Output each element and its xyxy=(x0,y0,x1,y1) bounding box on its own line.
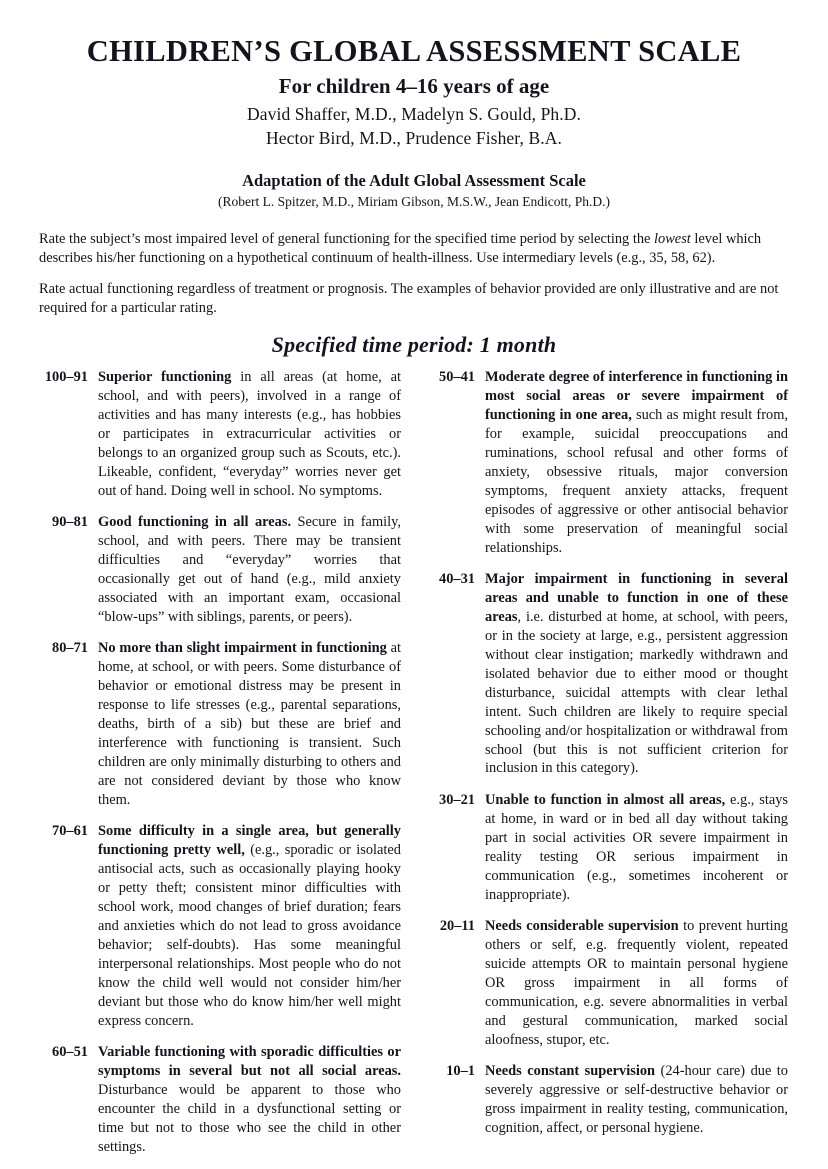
scale-item xyxy=(40,639,401,809)
scale-description-lead: Variable functioning with sporadic difficulties or symptoms in several but not all social areas. xyxy=(98,1044,401,1080)
adaptation-title: Adaptation of the Adult Global Assessment Scale xyxy=(242,170,586,190)
scale-description-body: in all areas (at home, at school, and with peers), involved in a range of activities and has many interests (e.g., has hobbies or participates in extracurricular activities or belongs to an organized group such as Scouts, etc.). Likeable, confident, “everyday” worries never get out of hand. Doing well in school. No symptoms. xyxy=(98,369,401,499)
scale-description-body: , i.e. disturbed at home, at school, with peers, or in the society at large, e.g., persistent aggression without clear instigation; markedly withdrawn and isolated behavior due to either mood or thought disturbance, suicidal attempts with clear lethal intent. Such children are likely to require special schooling and/or hospitalization or withdrawal from school (but this is not sufficient criterion for inclusion in this category). xyxy=(485,608,788,777)
scale-range-label: 10–1 xyxy=(446,1063,475,1080)
scale-range-label: 20–11 xyxy=(439,918,475,935)
scale-item xyxy=(40,1043,401,1157)
scale-description-lead: Moderate degree of interference in functioning in most social areas or severe impairment of functioning in one area, xyxy=(485,369,788,424)
specified-time-period: Specified time period: 1 month xyxy=(271,332,557,358)
scale-description-body: Secure in family, school, and with peers. There may be transient difficulties and “everyday” worries that occasionally get out of hand (e.g., mild anxiety associated with an important exam, occasional “blow-ups” with siblings, parents, or peers). xyxy=(98,514,401,625)
scale-description-lead: Needs considerable supervision xyxy=(485,918,679,935)
scale-description-lead: Unable to function in almost all areas, xyxy=(485,791,726,808)
scale-item xyxy=(427,1062,788,1138)
scale-range-label: 70–61 xyxy=(52,823,88,840)
scale-item xyxy=(427,570,788,778)
scale-description xyxy=(485,917,788,1050)
scale-description xyxy=(485,791,788,905)
scale-description-lead: Superior functioning xyxy=(98,369,232,386)
scale-range-label: 100–91 xyxy=(44,369,88,386)
scale-description xyxy=(485,570,788,778)
scale-item xyxy=(40,822,401,1030)
scale-description xyxy=(98,1043,401,1157)
masthead xyxy=(36,0,792,151)
scale-column-right xyxy=(427,368,788,1169)
instruction-p1-part-b: level which describes his/her functioning on a hypothetical continuum of health-illness. Use intermediary levels (e.g., 35, 58, 62). xyxy=(39,230,762,266)
scale-description-body: e.g., stays at home, in ward or in bed all day without taking part in social activities OR severe impairment in reality testing OR serious impairment in communication (e.g., sometimes incoherent or inappropriate). xyxy=(485,791,789,903)
scale-description-lead: Some difficulty in a single area, but generally functioning pretty well, xyxy=(98,823,401,859)
scale-description-lead: Good functioning in all areas. xyxy=(98,514,292,531)
scale-item xyxy=(427,368,788,557)
instructions-block xyxy=(36,230,792,319)
scale-range-label: 40–31 xyxy=(439,571,475,588)
scale-description-lead: Major impairment in functioning in several areas and unable to function in one of these areas xyxy=(485,571,788,625)
scale-column-left xyxy=(40,368,401,1169)
scale-item xyxy=(427,917,788,1050)
document-subtitle: For children 4–16 years of age xyxy=(278,74,550,99)
instruction-p1-part-a: Rate the subject’s most impaired level of general functioning for the specified time period by selecting the xyxy=(39,230,655,247)
scale-description xyxy=(485,1062,788,1138)
scale-item xyxy=(427,791,788,905)
scale-range-label: 90–81 xyxy=(52,514,88,531)
scale-columns xyxy=(36,368,792,1169)
scale-description-body: to prevent hurting others or self, e.g. frequently violent, repeated suicide attempts OR to maintain personal hygiene OR gross impairment in all forms of communication, e.g. severe abnormalities in verbal and gestural communication, marked social aloofness, stupor, etc. xyxy=(485,918,788,1048)
adaptation-authors: (Robert L. Spitzer, M.D., Miriam Gibson, M.S.W., Jean Endicott, Ph.D.) xyxy=(218,194,610,210)
scale-description-lead: No more than slight impairment in functioning xyxy=(98,640,387,657)
scale-range-label: 80–71 xyxy=(52,640,88,657)
scale-description xyxy=(98,513,401,627)
scale-description-lead: Needs constant supervision xyxy=(485,1063,656,1080)
scale-item xyxy=(40,513,401,627)
author-line-primary: David Shaffer, M.D., Madelyn S. Gould, Ph.D. xyxy=(247,104,581,125)
scale-description-body: such as might result from, for example, suicidal preoccupations and ruminations, school refusal and other forms of anxiety, obsessive rituals, major conversion symptoms, frequent anxiety attacks, frequent episodes of aggressive or other antisocial behavior with some preservation of meaningful social relationships. xyxy=(485,407,788,556)
adaptation-block xyxy=(36,170,792,211)
scale-range-label: 60–51 xyxy=(52,1044,88,1061)
instruction-p1-emphasis: lowest xyxy=(654,230,691,247)
scale-description xyxy=(98,368,401,501)
instruction-paragraph-2: Rate actual functioning regardless of treatment or prognosis. The examples of behavior provided are only illustrative and are not required for a particular rating. xyxy=(39,280,779,317)
scale-item xyxy=(40,368,401,501)
scale-description xyxy=(98,639,401,809)
scale-range-label: 50–41 xyxy=(439,369,475,386)
author-line-secondary: Hector Bird, M.D., Prudence Fisher, B.A. xyxy=(266,128,562,149)
scale-description-body: (e.g., sporadic or isolated antisocial acts, such as occasionally playing hooky or petty theft; consistent minor difficulties with school work, mood changes of brief duration; fears and anxieties which do not lead to gross avoidance behavior; self-doubts). Has some meaningful interpersonal relationships. Most people who do not know the child well would not consider him/her deviant but those who do know him/her well might express concern. xyxy=(98,842,401,1029)
scale-description xyxy=(98,822,401,1030)
scale-description-body: (24-hour care) due to severely aggressive or self-destructive behavior or gross impairment in reality testing, communication, cognition, affect, or personal hygiene. xyxy=(485,1063,789,1136)
scale-description xyxy=(485,368,788,557)
scale-range-label: 30–21 xyxy=(439,791,475,808)
scale-description-body: at home, at school, or with peers. Some disturbance of behavior or emotional distress may be present in response to life stresses (e.g., parental separations, deaths, birth of a sib) but these are brief and interference with functioning is transient. Such children are only minimally disturbing to others and are not considered deviant by those who know them. xyxy=(98,640,402,808)
document-title: CHILDREN’S GLOBAL ASSESSMENT SCALE xyxy=(86,34,742,68)
instruction-paragraph-1 xyxy=(39,230,789,268)
scale-description-body: Disturbance would be apparent to those who encounter the child in a dysfunctional setting or time but not to those who see the child in other settings. xyxy=(98,1082,401,1155)
